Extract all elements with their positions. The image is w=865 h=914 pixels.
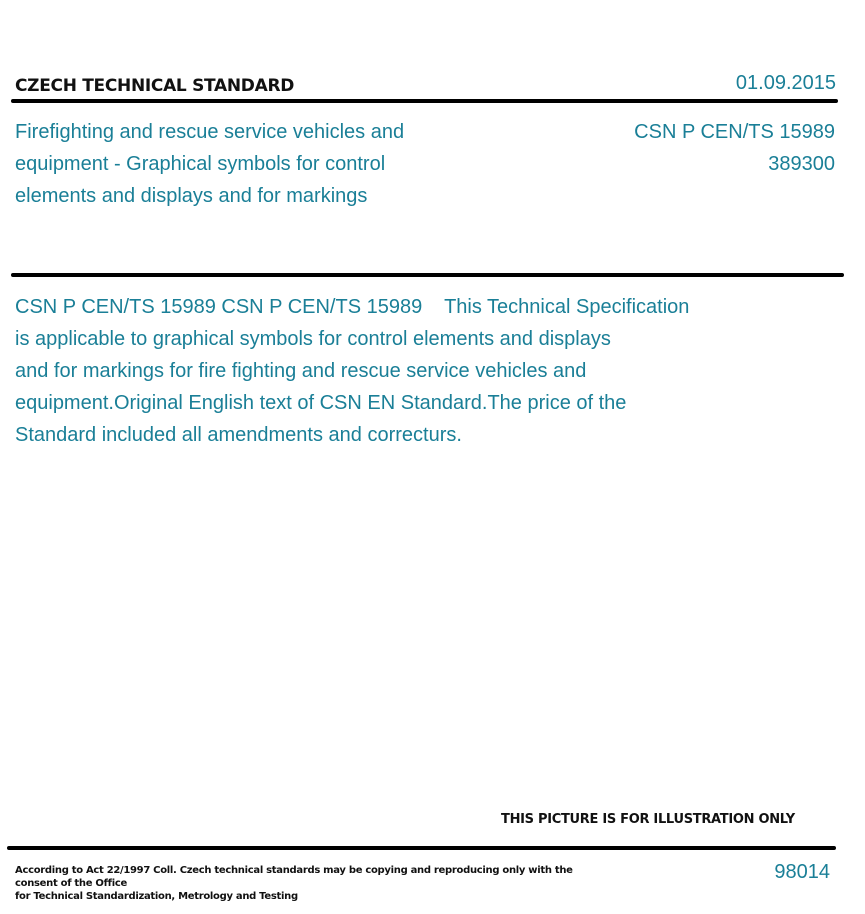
description-line: equipment.Original English text of CSN EN Standard.The price of the	[15, 392, 627, 414]
title-line: equipment - Graphical symbols for control	[15, 153, 386, 175]
description-line: and for markings for fire fighting and rescue service vehicles and	[15, 360, 587, 382]
legal-line: for Technical Standardization, Metrology and Testing	[15, 891, 298, 902]
description-line: CSN P CEN/TS 15989 CSN P CEN/TS 15989 This Technical Specification	[15, 296, 690, 318]
document-type-label: CZECH TECHNICAL STANDARD	[15, 76, 295, 96]
title-line: Firefighting and rescue service vehicles and	[15, 121, 405, 143]
description-line: is applicable to graphical symbols for control elements and displays	[15, 328, 611, 350]
legal-notice	[15, 864, 585, 903]
footer-divider	[7, 846, 836, 850]
illustration-disclaimer: THIS PICTURE IS FOR ILLUSTRATION ONLY	[501, 812, 795, 827]
standard-code: CSN P CEN/TS 15989	[634, 121, 835, 143]
description-line: Standard included all amendments and correcturs.	[15, 424, 462, 446]
issue-date: 01.09.2015	[735, 72, 836, 94]
section-divider	[11, 273, 844, 277]
standard-title	[15, 116, 455, 212]
header-divider	[11, 99, 838, 103]
classification-number: 389300	[768, 153, 835, 175]
title-line: elements and displays and for markings	[15, 185, 368, 207]
legal-line: According to Act 22/1997 Coll. Czech technical standards may be copying and reproducing only with the consent of the Office	[15, 865, 573, 889]
standard-description	[15, 291, 755, 451]
catalog-number: 98014	[774, 861, 830, 883]
standard-identifier	[634, 116, 835, 180]
